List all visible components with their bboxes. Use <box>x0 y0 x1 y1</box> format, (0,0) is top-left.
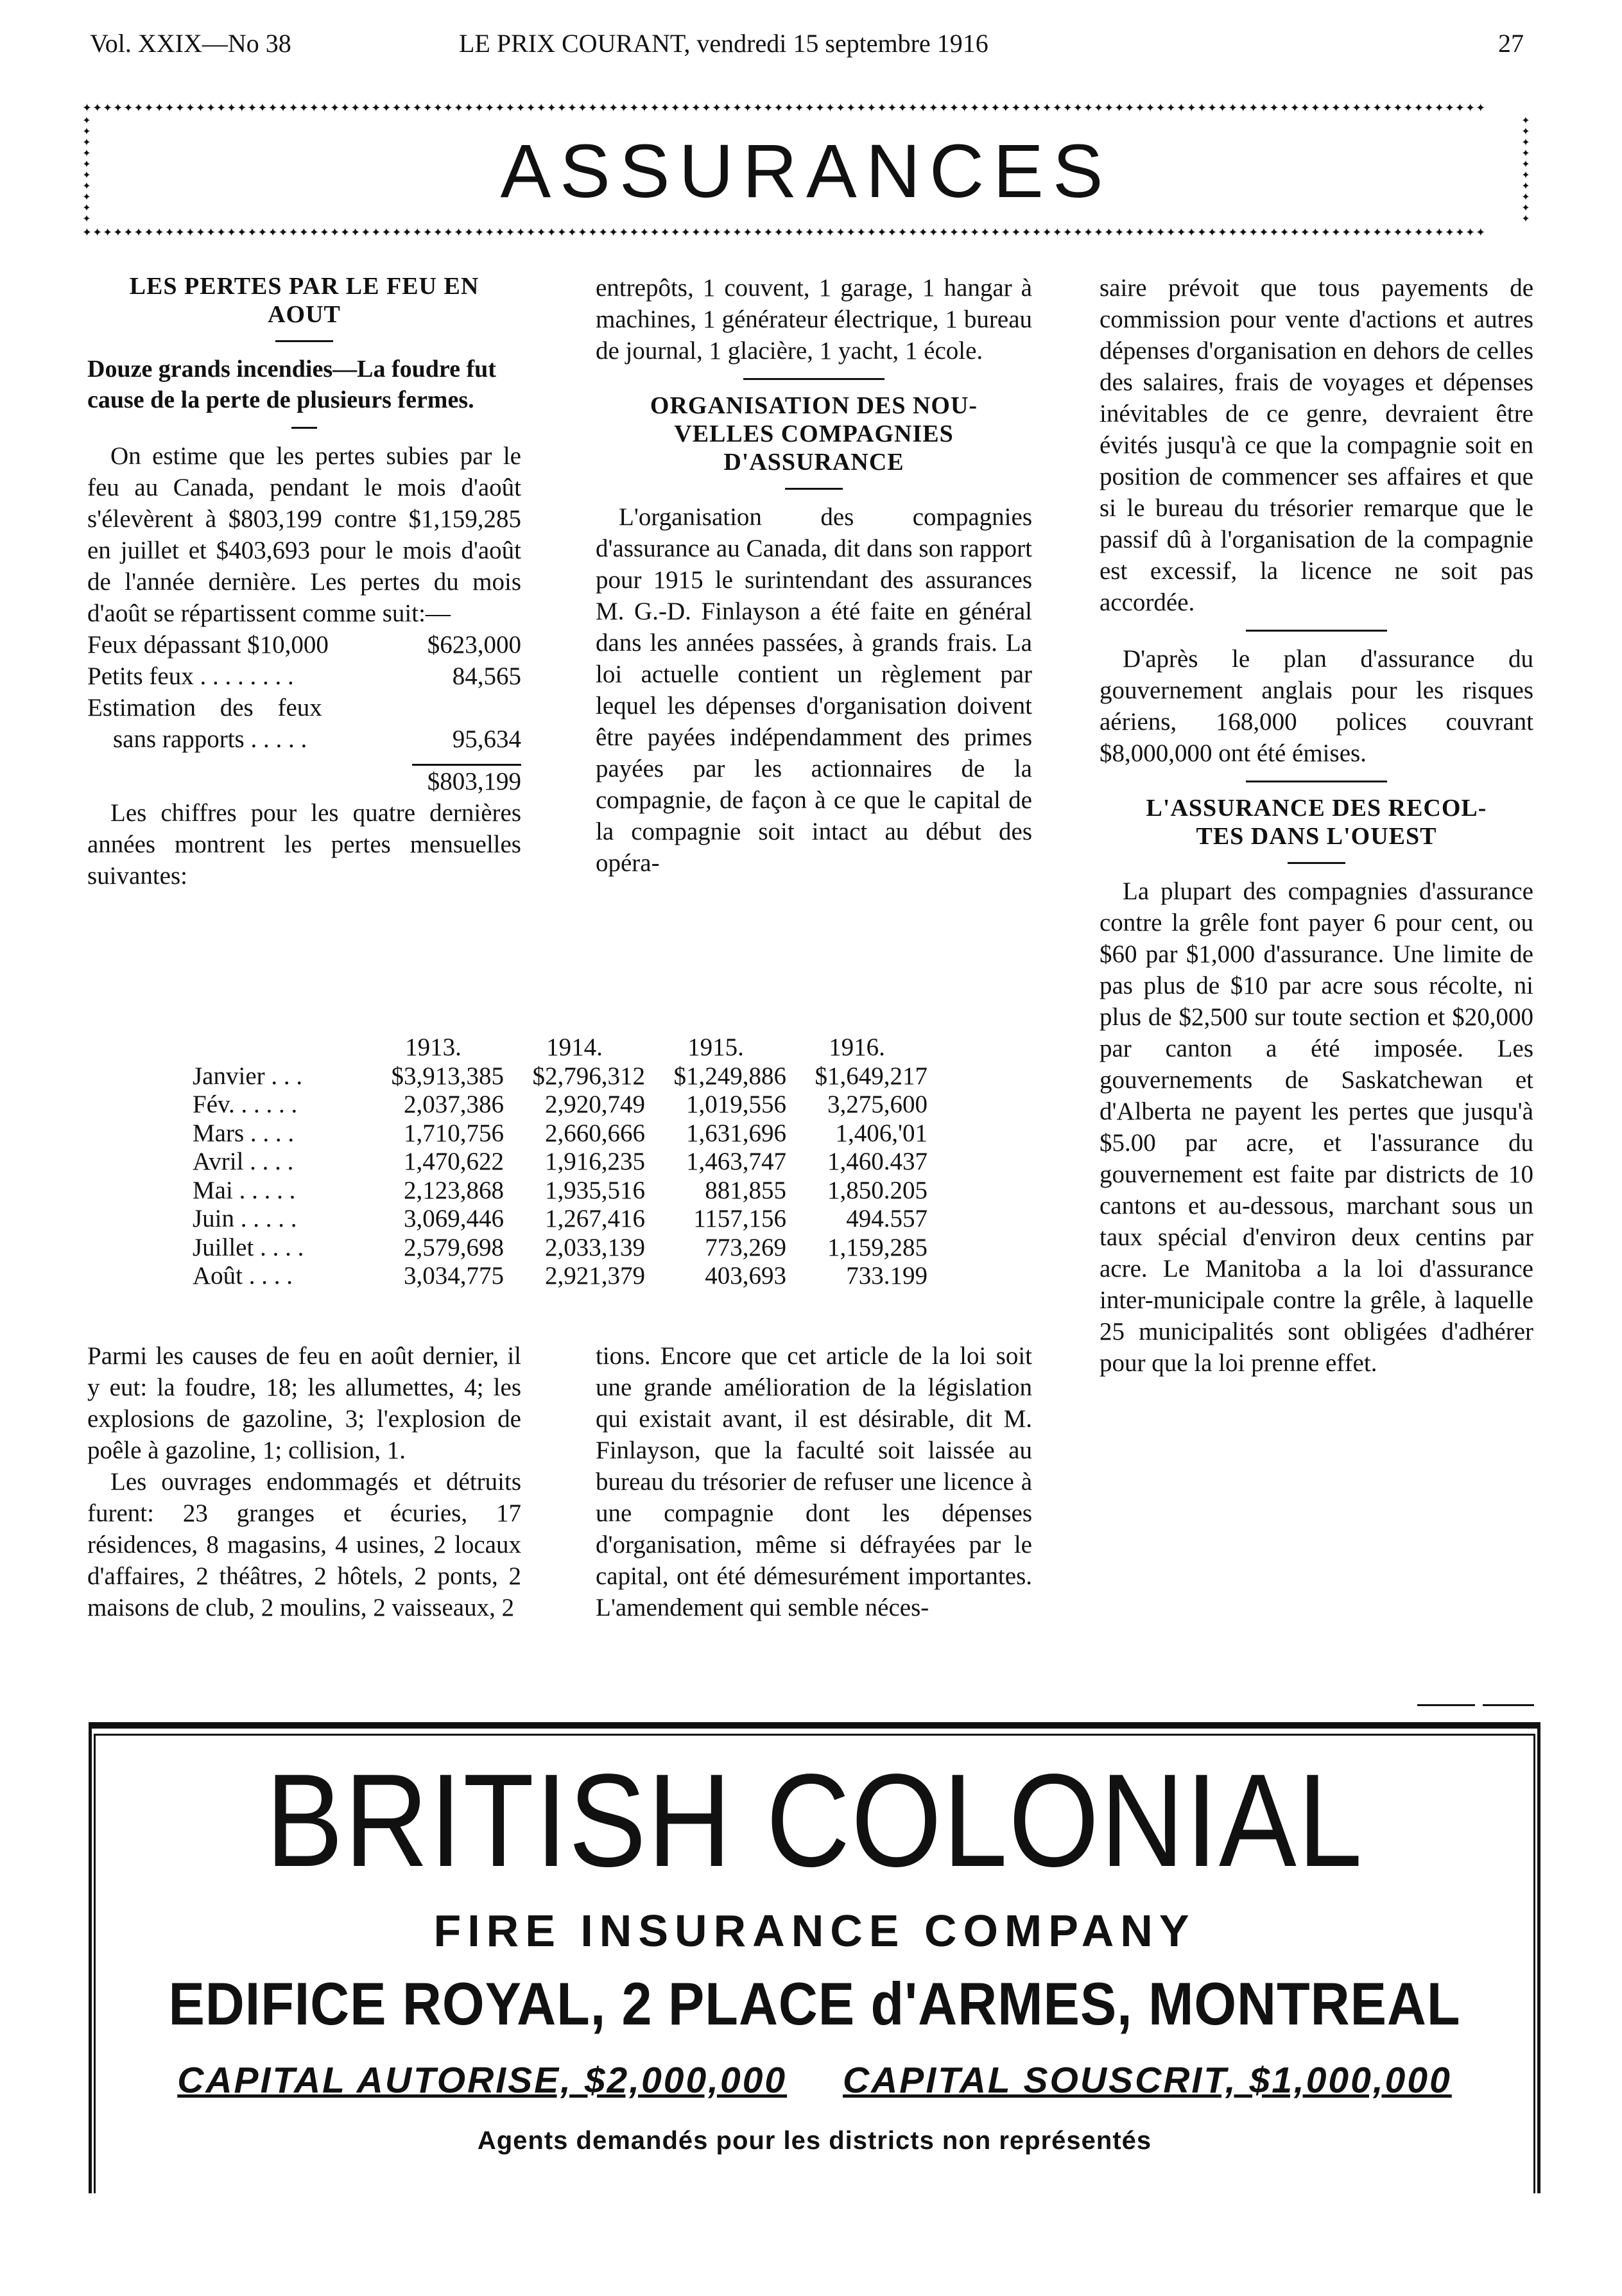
table-row <box>193 1177 927 1205</box>
month-label: Juillet . . . . <box>193 1233 304 1261</box>
table-cell: 881,855 <box>705 1176 786 1204</box>
breakdown-row <box>87 629 521 660</box>
table-cell: 1,850.205 <box>827 1176 927 1204</box>
year-header: 1913. <box>405 1033 462 1061</box>
table-row <box>193 1234 927 1263</box>
article-paragraph: Les chiffres pour les quatre dernières années montrent les pertes mensuelles suivantes: <box>87 799 521 890</box>
table-cell: 494.557 <box>846 1205 927 1232</box>
table-cell: 1,463,747 <box>686 1148 786 1175</box>
table-row <box>193 1119 927 1148</box>
table-cell: 2,037,386 <box>404 1091 504 1118</box>
article-paragraph-continued: tions. Encore que cet article de la loi soit une grande amélioration de la législation qui existait avant, il est désirable, dit M. Finlayson, que la faculté soit laissée au bureau du trésorier de refuser une licence à une compagnie dont les dépenses d'organisation, même si défrayées par le capital, ont été démesurément importantes. L'amendement qui semble néces- <box>596 1342 1032 1621</box>
table-cell: 733.199 <box>846 1262 927 1290</box>
heading-line: L'ASSURANCE DES RECOL- <box>1146 795 1487 822</box>
month-label: Août . . . . <box>193 1262 293 1290</box>
heading-line: VELLES COMPAGNIES <box>674 420 954 447</box>
table-row <box>193 1148 927 1177</box>
table-cell: 1,019,556 <box>686 1091 786 1118</box>
table-cell: 1,267,416 <box>545 1205 645 1232</box>
table-row <box>193 1091 927 1119</box>
table-cell: $1,249,886 <box>673 1062 786 1090</box>
separator-rule <box>1246 781 1387 782</box>
breakdown-label: sans rapports . . . . . <box>113 725 307 753</box>
article-fire-losses-heading <box>87 272 521 329</box>
table-cell: 2,579,698 <box>404 1233 504 1261</box>
separator-rule <box>1483 1704 1534 1706</box>
ornament-border-left: ✦ ✦ ✦ ✦ ✦ ✦ ✦ ✦ ✦ ✦ <box>82 116 91 225</box>
ad-company-name: BRITISH COLONIAL <box>265 1747 1364 1894</box>
separator-rule <box>785 488 843 490</box>
table-cell: 2,660,666 <box>545 1119 645 1147</box>
article-organisation-heading <box>596 392 1032 476</box>
section-title: ASSURANCES <box>500 129 1112 214</box>
capital-authorized: CAPITAL AUTORISE, $2,000,000 <box>177 2060 788 2101</box>
table-cell: 1,470,622 <box>404 1148 504 1175</box>
breakdown-total: $803,199 <box>427 768 521 795</box>
breakdown-value: 95,634 <box>452 725 521 753</box>
column-1-top <box>87 272 521 892</box>
breakdown-value: $623,000 <box>427 631 521 659</box>
monthly-fire-loss-table <box>193 1033 931 1291</box>
heading-line: ORGANISATION DES NOU- <box>650 392 978 419</box>
article-crop-insurance-heading <box>1100 794 1533 850</box>
ad-address: EDIFICE ROYAL, 2 PLACE d'ARMES, MONTREAL <box>168 1970 1461 2037</box>
table-row <box>193 1262 927 1291</box>
table-cell: 3,034,775 <box>404 1262 504 1290</box>
page-number: 27 <box>1498 29 1524 58</box>
table-cell: 1,631,696 <box>686 1119 786 1147</box>
table-cell: 2,921,379 <box>545 1262 645 1290</box>
table-cell: $1,649,217 <box>815 1062 927 1090</box>
section-banner <box>82 103 1530 237</box>
separator-rule <box>1246 630 1387 632</box>
year-header: 1916. <box>829 1033 885 1061</box>
month-label: Mai . . . . . <box>193 1176 296 1204</box>
column-3-top <box>1100 272 1533 1379</box>
advertisement-british-colonial <box>89 1722 1540 2193</box>
table-cell: 1,935,516 <box>545 1176 645 1204</box>
year-header: 1914. <box>546 1033 603 1061</box>
loss-breakdown <box>87 629 521 797</box>
breakdown-total-row <box>87 766 521 797</box>
table-header-row <box>193 1033 927 1062</box>
table-cell: 773,269 <box>705 1233 786 1261</box>
table-cell: 1,159,285 <box>827 1233 927 1261</box>
volume-number: Vol. XXIX—No 38 <box>90 29 291 58</box>
column-1-bottom <box>87 1340 521 1623</box>
month-label: Avril . . . . <box>193 1148 294 1175</box>
breakdown-row <box>87 692 521 723</box>
table-cell: $3,913,385 <box>391 1062 504 1090</box>
article-paragraph: On estime que les pertes subies par le feu au Canada, pendant le mois d'août s'élevèrent à $803,199 contre $1,159,285 en juillet et $403,693 pour le mois d'août de l'année dernière. Les pertes du mois d'août se répartissent comme suit:— <box>87 442 521 627</box>
breakdown-value: 84,565 <box>452 662 521 690</box>
column-2-bottom <box>596 1340 1032 1623</box>
article-paragraph-continued: entrepôts, 1 couvent, 1 garage, 1 hangar à machines, 1 générateur électrique, 1 bureau de journal, 1 glacière, 1 yacht, 1 école. <box>596 274 1032 365</box>
table-row <box>193 1062 927 1091</box>
ornament-border-top: ✦✦✦✦✦✦✦✦✦✦✦✦✦✦✦✦✦✦✦✦✦✦✦✦✦✦✦✦✦✦✦✦✦✦✦✦✦✦✦✦✦✦✦✦✦✦✦✦✦✦✦✦✦✦✦✦✦✦✦✦✦✦✦✦✦✦✦✦✦✦✦✦✦✦✦✦✦✦✦✦✦✦✦✦✦✦✦✦✦✦✦✦✦✦✦✦✦✦✦✦✦✦✦✦✦✦✦✦✦✦✦✦✦✦✦✦✦✦✦✦✦✦✦✦✦✦✦✦✦✦✦✦✦✦✦✦ <box>82 103 1487 113</box>
table-cell: 403,693 <box>705 1262 786 1290</box>
article-paragraph: L'organisation des compagnies d'assurance au Canada, dit dans son rapport pour 1915 le surintendant des assurances M. G.-D. Finlayson a été faite en général dans les années passées, à grands frais. La loi actuelle contient un règlement par lequel les dépenses d'organisation doivent être payées indépendamment des primes payées par les actionnaires de la compagnie, de façon à ce que le capital de la compagnie soit intact au début des opéra- <box>596 503 1032 877</box>
separator-rule <box>1288 862 1345 864</box>
ad-capital-line <box>89 2059 1540 2102</box>
capital-subscribed: CAPITAL SOUSCRIT, $1,000,000 <box>842 2060 1452 2101</box>
table-cell: 3,275,600 <box>827 1091 927 1118</box>
table-cell: 2,123,868 <box>404 1176 504 1204</box>
separator-rule <box>1417 1704 1475 1706</box>
heading-line: D'ASSURANCE <box>723 449 904 476</box>
heading-line: LES PERTES PAR LE FEU EN <box>129 273 479 300</box>
table-cell: 2,920,749 <box>545 1091 645 1118</box>
table-cell: 1,460.437 <box>827 1148 927 1175</box>
month-label: Fév. . . . . . <box>193 1091 298 1118</box>
running-head <box>0 28 1622 67</box>
separator-rule <box>291 427 317 429</box>
table-cell: 1,710,756 <box>404 1119 504 1147</box>
breakdown-label: Petits feux . . . . . . . . <box>87 662 294 690</box>
article-paragraph-continued: saire prévoit que tous payements de commission pour vente d'actions et autres dépenses d'organisation en dehors de celles des salaires, frais de voyages et dépenses inévitables de ce genre, devraient être évités jusqu'à ce que la compagnie soit en position de commencer ses affaires et que si le bureau du trésorier remarque que le passif dû à l'organisation de la compagnie est excessif, la licence ne soit pas accordée. <box>1100 274 1533 616</box>
breakdown-row <box>87 723 521 755</box>
ad-agents-wanted: Agents demandés pour les districts non représentés <box>477 2127 1152 2155</box>
table-cell: 1,916,235 <box>545 1148 645 1175</box>
heading-line: AOUT <box>268 301 341 328</box>
month-label: Janvier . . . <box>193 1062 303 1090</box>
separator-rule <box>743 378 884 380</box>
breakdown-label: Feux dépassant $10,000 <box>87 631 329 659</box>
table-cell: 3,069,446 <box>404 1205 504 1232</box>
table-cell: 2,033,139 <box>545 1233 645 1261</box>
table-cell: 1,406,'01 <box>835 1119 927 1147</box>
month-label: Juin . . . . . <box>193 1205 297 1232</box>
year-header: 1915. <box>687 1033 744 1061</box>
ad-company-line: FIRE INSURANCE COMPANY <box>433 1906 1196 1956</box>
table-row <box>193 1205 927 1234</box>
ornament-border-right: ✦ ✦ ✦ ✦ ✦ ✦ ✦ ✦ ✦ ✦ <box>1521 116 1530 225</box>
column-2-top <box>596 272 1032 879</box>
breakdown-label: Estimation des feux <box>87 694 322 721</box>
breakdown-row <box>87 660 521 692</box>
table-cell: $2,796,312 <box>532 1062 645 1090</box>
heading-line: TES DANS L'OUEST <box>1196 823 1437 850</box>
table-cell: 1157,156 <box>693 1205 786 1232</box>
brief-paragraph: D'après le plan d'assurance du gouvernement anglais pour les risques aériens, 168,000 polices couvrant $8,000,000 ont été émises. <box>1100 645 1533 767</box>
article-paragraph: Parmi les causes de feu en août dernier, il y eut: la foudre, 18; les allumettes, 4; les explosions de gazoline, 3; l'explosion de poêle à gazoline, 1; collision, 1. <box>87 1342 521 1464</box>
publication-title: LE PRIX COURANT, vendredi 15 septembre 1916 <box>459 29 988 58</box>
article-paragraph: Les ouvrages endommagés et détruits furent: 23 granges et écuries, 17 résidences, 8 magasins, 4 usines, 2 locaux d'affaires, 2 théâtres, 2 hôtels, 2 ponts, 2 maisons de club, 2 moulins, 2 vaisseaux, 2 <box>87 1468 521 1621</box>
month-label: Mars . . . . <box>193 1119 295 1147</box>
article-paragraph: La plupart des compagnies d'assurance contre la grêle font payer 6 pour cent, ou $60 par $1,000 d'assurance. Une limite de pas plus de $10 par acre sous récolte, ni plus de $2,500 sur toute section et $20,000 par canton a été imposée. Les gouvernements de Saskatchewan et d'Alberta ne payent les pertes que jusqu'à $5.00 par acre, et l'assurance du gouvernement est faite par districts de 10 cantons et au-dessous, marchant sous un taux spécial d'environ deux centins par acre. Le Manitoba a la loi d'assurance inter-municipale contre la grêle, à laquelle 25 municipalités sont obligées d'adhérer pour que la loi prenne effet. <box>1100 877 1533 1377</box>
ornament-border-bottom: ✦✦✦✦✦✦✦✦✦✦✦✦✦✦✦✦✦✦✦✦✦✦✦✦✦✦✦✦✦✦✦✦✦✦✦✦✦✦✦✦✦✦✦✦✦✦✦✦✦✦✦✦✦✦✦✦✦✦✦✦✦✦✦✦✦✦✦✦✦✦✦✦✦✦✦✦✦✦✦✦✦✦✦✦✦✦✦✦✦✦✦✦✦✦✦✦✦✦✦✦✦✦✦✦✦✦✦✦✦✦✦✦✦✦✦✦✦✦✦✦✦✦✦✦✦✦✦✦✦✦✦✦✦✦✦✦ <box>82 227 1487 237</box>
article-subheading: Douze grands incendies—La foudre fut cause de la perte de plusieurs fermes. <box>87 356 496 413</box>
separator-rule <box>275 340 333 342</box>
